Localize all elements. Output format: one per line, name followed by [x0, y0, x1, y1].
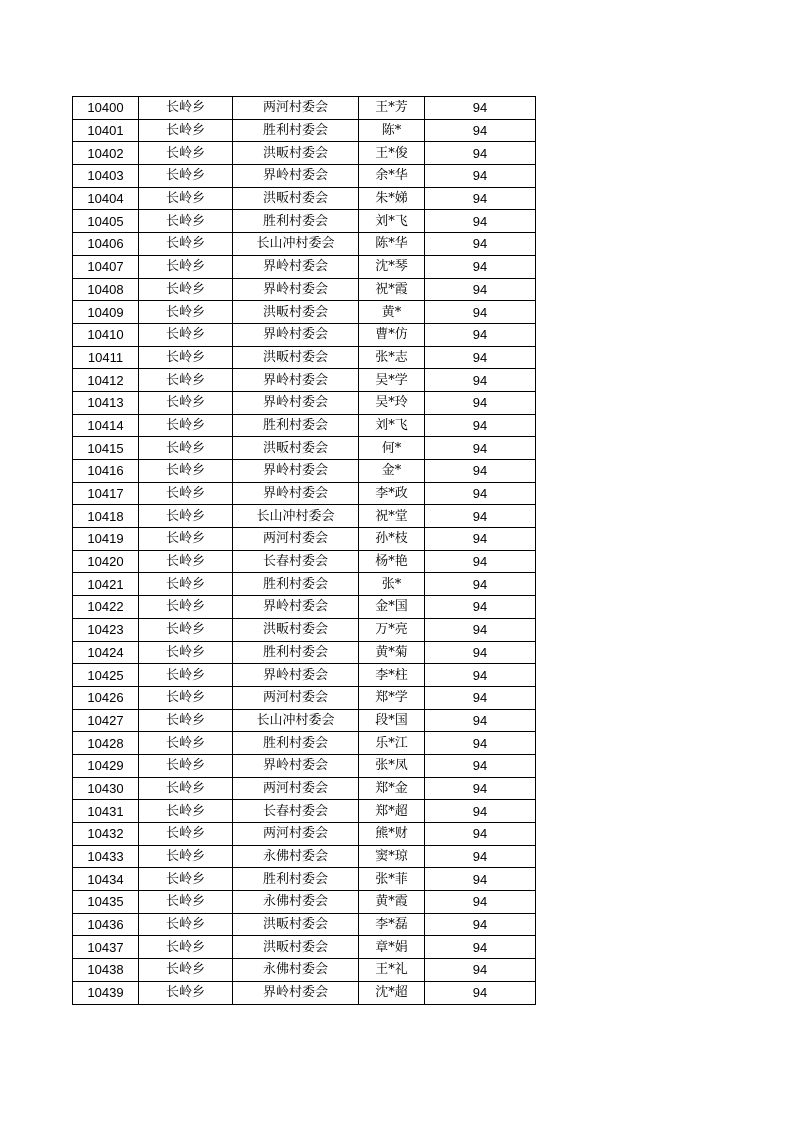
table-row [73, 278, 536, 301]
cell-name: 陈* [359, 119, 425, 142]
cell-village: 长春村委会 [233, 800, 359, 823]
cell-score: 94 [425, 255, 536, 278]
table-row [73, 641, 536, 664]
cell-village: 长山冲村委会 [233, 709, 359, 732]
cell-township: 长岭乡 [139, 913, 233, 936]
cell-score: 94 [425, 301, 536, 324]
cell-id: 10400 [73, 97, 139, 120]
cell-village: 界岭村委会 [233, 255, 359, 278]
cell-score: 94 [425, 596, 536, 619]
cell-score: 94 [425, 346, 536, 369]
cell-id: 10435 [73, 891, 139, 914]
cell-village: 界岭村委会 [233, 596, 359, 619]
cell-township: 长岭乡 [139, 777, 233, 800]
cell-score: 94 [425, 142, 536, 165]
table-row [73, 913, 536, 936]
cell-score: 94 [425, 437, 536, 460]
table-row [73, 97, 536, 120]
cell-score: 94 [425, 664, 536, 687]
cell-id: 10416 [73, 460, 139, 483]
cell-id: 10437 [73, 936, 139, 959]
table-row [73, 686, 536, 709]
cell-name: 黄*霞 [359, 891, 425, 914]
cell-id: 10422 [73, 596, 139, 619]
table-row [73, 891, 536, 914]
cell-name: 沈*琴 [359, 255, 425, 278]
cell-name: 金* [359, 460, 425, 483]
cell-village: 洪畈村委会 [233, 346, 359, 369]
cell-township: 长岭乡 [139, 323, 233, 346]
cell-village: 两河村委会 [233, 823, 359, 846]
cell-id: 10402 [73, 142, 139, 165]
cell-name: 郑*学 [359, 686, 425, 709]
cell-township: 长岭乡 [139, 187, 233, 210]
cell-township: 长岭乡 [139, 754, 233, 777]
cell-village: 胜利村委会 [233, 868, 359, 891]
cell-score: 94 [425, 573, 536, 596]
cell-township: 长岭乡 [139, 142, 233, 165]
cell-name: 祝*堂 [359, 505, 425, 528]
data-table [72, 96, 536, 1005]
table-row [73, 482, 536, 505]
cell-name: 李*磊 [359, 913, 425, 936]
cell-id: 10418 [73, 505, 139, 528]
cell-score: 94 [425, 777, 536, 800]
table-row [73, 528, 536, 551]
cell-village: 界岭村委会 [233, 391, 359, 414]
cell-village: 胜利村委会 [233, 119, 359, 142]
cell-village: 胜利村委会 [233, 573, 359, 596]
cell-township: 长岭乡 [139, 414, 233, 437]
cell-township: 长岭乡 [139, 165, 233, 188]
cell-id: 10430 [73, 777, 139, 800]
cell-score: 94 [425, 754, 536, 777]
cell-village: 胜利村委会 [233, 210, 359, 233]
cell-name: 李*政 [359, 482, 425, 505]
table-row [73, 823, 536, 846]
cell-name: 李*柱 [359, 664, 425, 687]
cell-score: 94 [425, 732, 536, 755]
table-row [73, 437, 536, 460]
cell-score: 94 [425, 165, 536, 188]
table-row [73, 505, 536, 528]
cell-township: 长岭乡 [139, 97, 233, 120]
table-row [73, 800, 536, 823]
cell-township: 长岭乡 [139, 255, 233, 278]
cell-name: 张*凤 [359, 754, 425, 777]
table-row [73, 414, 536, 437]
cell-score: 94 [425, 981, 536, 1004]
cell-id: 10428 [73, 732, 139, 755]
cell-name: 熊*财 [359, 823, 425, 846]
cell-village: 长春村委会 [233, 550, 359, 573]
cell-township: 长岭乡 [139, 981, 233, 1004]
cell-township: 长岭乡 [139, 800, 233, 823]
table-row [73, 573, 536, 596]
cell-township: 长岭乡 [139, 686, 233, 709]
cell-id: 10424 [73, 641, 139, 664]
table-row [73, 732, 536, 755]
cell-id: 10436 [73, 913, 139, 936]
table-row [73, 391, 536, 414]
table-row [73, 981, 536, 1004]
table-row [73, 323, 536, 346]
cell-score: 94 [425, 233, 536, 256]
cell-id: 10421 [73, 573, 139, 596]
cell-village: 界岭村委会 [233, 278, 359, 301]
table-row [73, 460, 536, 483]
cell-name: 余*华 [359, 165, 425, 188]
cell-id: 10427 [73, 709, 139, 732]
cell-township: 长岭乡 [139, 709, 233, 732]
cell-village: 永佛村委会 [233, 845, 359, 868]
cell-village: 洪畈村委会 [233, 913, 359, 936]
cell-township: 长岭乡 [139, 959, 233, 982]
cell-name: 王*芳 [359, 97, 425, 120]
cell-name: 万*亮 [359, 618, 425, 641]
cell-township: 长岭乡 [139, 596, 233, 619]
table-row [73, 664, 536, 687]
cell-township: 长岭乡 [139, 641, 233, 664]
cell-score: 94 [425, 686, 536, 709]
cell-score: 94 [425, 891, 536, 914]
cell-township: 长岭乡 [139, 119, 233, 142]
cell-name: 章*娟 [359, 936, 425, 959]
cell-village: 界岭村委会 [233, 754, 359, 777]
cell-id: 10403 [73, 165, 139, 188]
cell-score: 94 [425, 913, 536, 936]
table-row [73, 165, 536, 188]
cell-score: 94 [425, 823, 536, 846]
cell-village: 洪畈村委会 [233, 301, 359, 324]
cell-name: 张*志 [359, 346, 425, 369]
cell-score: 94 [425, 97, 536, 120]
cell-score: 94 [425, 845, 536, 868]
cell-score: 94 [425, 278, 536, 301]
cell-name: 郑*超 [359, 800, 425, 823]
table-row [73, 868, 536, 891]
table-row [73, 709, 536, 732]
cell-name: 吴*学 [359, 369, 425, 392]
cell-village: 两河村委会 [233, 686, 359, 709]
cell-score: 94 [425, 550, 536, 573]
cell-village: 胜利村委会 [233, 641, 359, 664]
cell-score: 94 [425, 391, 536, 414]
cell-name: 吴*玲 [359, 391, 425, 414]
cell-score: 94 [425, 959, 536, 982]
cell-score: 94 [425, 641, 536, 664]
cell-score: 94 [425, 210, 536, 233]
table-row [73, 596, 536, 619]
cell-score: 94 [425, 709, 536, 732]
table-row [73, 754, 536, 777]
cell-score: 94 [425, 323, 536, 346]
table-row [73, 346, 536, 369]
cell-name: 刘*飞 [359, 210, 425, 233]
cell-township: 长岭乡 [139, 664, 233, 687]
table-row [73, 187, 536, 210]
table-row [73, 233, 536, 256]
table-row [73, 255, 536, 278]
cell-township: 长岭乡 [139, 210, 233, 233]
cell-name: 黄* [359, 301, 425, 324]
cell-village: 界岭村委会 [233, 482, 359, 505]
cell-id: 10423 [73, 618, 139, 641]
cell-score: 94 [425, 369, 536, 392]
cell-id: 10412 [73, 369, 139, 392]
cell-id: 10420 [73, 550, 139, 573]
table-row [73, 936, 536, 959]
table-row [73, 618, 536, 641]
cell-score: 94 [425, 618, 536, 641]
cell-name: 杨*艳 [359, 550, 425, 573]
cell-village: 永佛村委会 [233, 959, 359, 982]
cell-id: 10426 [73, 686, 139, 709]
cell-id: 10414 [73, 414, 139, 437]
cell-score: 94 [425, 414, 536, 437]
cell-name: 王*俊 [359, 142, 425, 165]
cell-village: 界岭村委会 [233, 165, 359, 188]
cell-township: 长岭乡 [139, 233, 233, 256]
cell-score: 94 [425, 187, 536, 210]
cell-village: 界岭村委会 [233, 460, 359, 483]
cell-id: 10409 [73, 301, 139, 324]
cell-township: 长岭乡 [139, 460, 233, 483]
cell-score: 94 [425, 528, 536, 551]
cell-village: 长山冲村委会 [233, 505, 359, 528]
cell-id: 10431 [73, 800, 139, 823]
cell-id: 10439 [73, 981, 139, 1004]
cell-township: 长岭乡 [139, 528, 233, 551]
cell-id: 10433 [73, 845, 139, 868]
cell-township: 长岭乡 [139, 346, 233, 369]
cell-id: 10417 [73, 482, 139, 505]
cell-id: 10413 [73, 391, 139, 414]
cell-village: 两河村委会 [233, 777, 359, 800]
cell-village: 洪畈村委会 [233, 187, 359, 210]
cell-name: 刘*飞 [359, 414, 425, 437]
cell-id: 10432 [73, 823, 139, 846]
table-body [73, 97, 536, 1005]
cell-name: 窦*琼 [359, 845, 425, 868]
cell-township: 长岭乡 [139, 278, 233, 301]
cell-id: 10429 [73, 754, 139, 777]
cell-township: 长岭乡 [139, 868, 233, 891]
table-row [73, 369, 536, 392]
cell-id: 10425 [73, 664, 139, 687]
cell-village: 胜利村委会 [233, 414, 359, 437]
cell-village: 界岭村委会 [233, 664, 359, 687]
cell-name: 陈*华 [359, 233, 425, 256]
cell-township: 长岭乡 [139, 891, 233, 914]
cell-township: 长岭乡 [139, 391, 233, 414]
table-row [73, 777, 536, 800]
cell-name: 沈*超 [359, 981, 425, 1004]
table-row [73, 550, 536, 573]
cell-name: 朱*娣 [359, 187, 425, 210]
cell-id: 10411 [73, 346, 139, 369]
cell-village: 界岭村委会 [233, 981, 359, 1004]
cell-township: 长岭乡 [139, 732, 233, 755]
cell-score: 94 [425, 868, 536, 891]
table-row [73, 959, 536, 982]
cell-village: 洪畈村委会 [233, 437, 359, 460]
cell-name: 段*国 [359, 709, 425, 732]
cell-township: 长岭乡 [139, 823, 233, 846]
cell-village: 长山冲村委会 [233, 233, 359, 256]
cell-village: 永佛村委会 [233, 891, 359, 914]
cell-name: 金*国 [359, 596, 425, 619]
cell-name: 祝*霞 [359, 278, 425, 301]
cell-village: 两河村委会 [233, 97, 359, 120]
cell-village: 洪畈村委会 [233, 142, 359, 165]
cell-name: 张*菲 [359, 868, 425, 891]
cell-id: 10410 [73, 323, 139, 346]
cell-id: 10408 [73, 278, 139, 301]
cell-id: 10406 [73, 233, 139, 256]
cell-name: 郑*金 [359, 777, 425, 800]
table-row [73, 119, 536, 142]
cell-score: 94 [425, 800, 536, 823]
cell-id: 10419 [73, 528, 139, 551]
cell-village: 两河村委会 [233, 528, 359, 551]
cell-name: 曹*仿 [359, 323, 425, 346]
cell-township: 长岭乡 [139, 437, 233, 460]
cell-name: 孙*枝 [359, 528, 425, 551]
cell-score: 94 [425, 119, 536, 142]
cell-township: 长岭乡 [139, 482, 233, 505]
cell-name: 张* [359, 573, 425, 596]
cell-township: 长岭乡 [139, 505, 233, 528]
table-row [73, 845, 536, 868]
cell-score: 94 [425, 936, 536, 959]
cell-village: 洪畈村委会 [233, 936, 359, 959]
table-row [73, 301, 536, 324]
cell-township: 长岭乡 [139, 573, 233, 596]
cell-village: 界岭村委会 [233, 323, 359, 346]
cell-score: 94 [425, 505, 536, 528]
cell-id: 10415 [73, 437, 139, 460]
cell-township: 长岭乡 [139, 369, 233, 392]
cell-village: 洪畈村委会 [233, 618, 359, 641]
cell-id: 10401 [73, 119, 139, 142]
cell-village: 界岭村委会 [233, 369, 359, 392]
cell-name: 黄*菊 [359, 641, 425, 664]
cell-score: 94 [425, 460, 536, 483]
cell-id: 10405 [73, 210, 139, 233]
cell-name: 乐*江 [359, 732, 425, 755]
cell-township: 长岭乡 [139, 618, 233, 641]
cell-township: 长岭乡 [139, 550, 233, 573]
table-row [73, 210, 536, 233]
cell-id: 10438 [73, 959, 139, 982]
cell-township: 长岭乡 [139, 936, 233, 959]
cell-score: 94 [425, 482, 536, 505]
cell-township: 长岭乡 [139, 301, 233, 324]
cell-id: 10434 [73, 868, 139, 891]
cell-township: 长岭乡 [139, 845, 233, 868]
cell-id: 10404 [73, 187, 139, 210]
cell-id: 10407 [73, 255, 139, 278]
cell-village: 胜利村委会 [233, 732, 359, 755]
cell-name: 何* [359, 437, 425, 460]
table-row [73, 142, 536, 165]
cell-name: 王*礼 [359, 959, 425, 982]
